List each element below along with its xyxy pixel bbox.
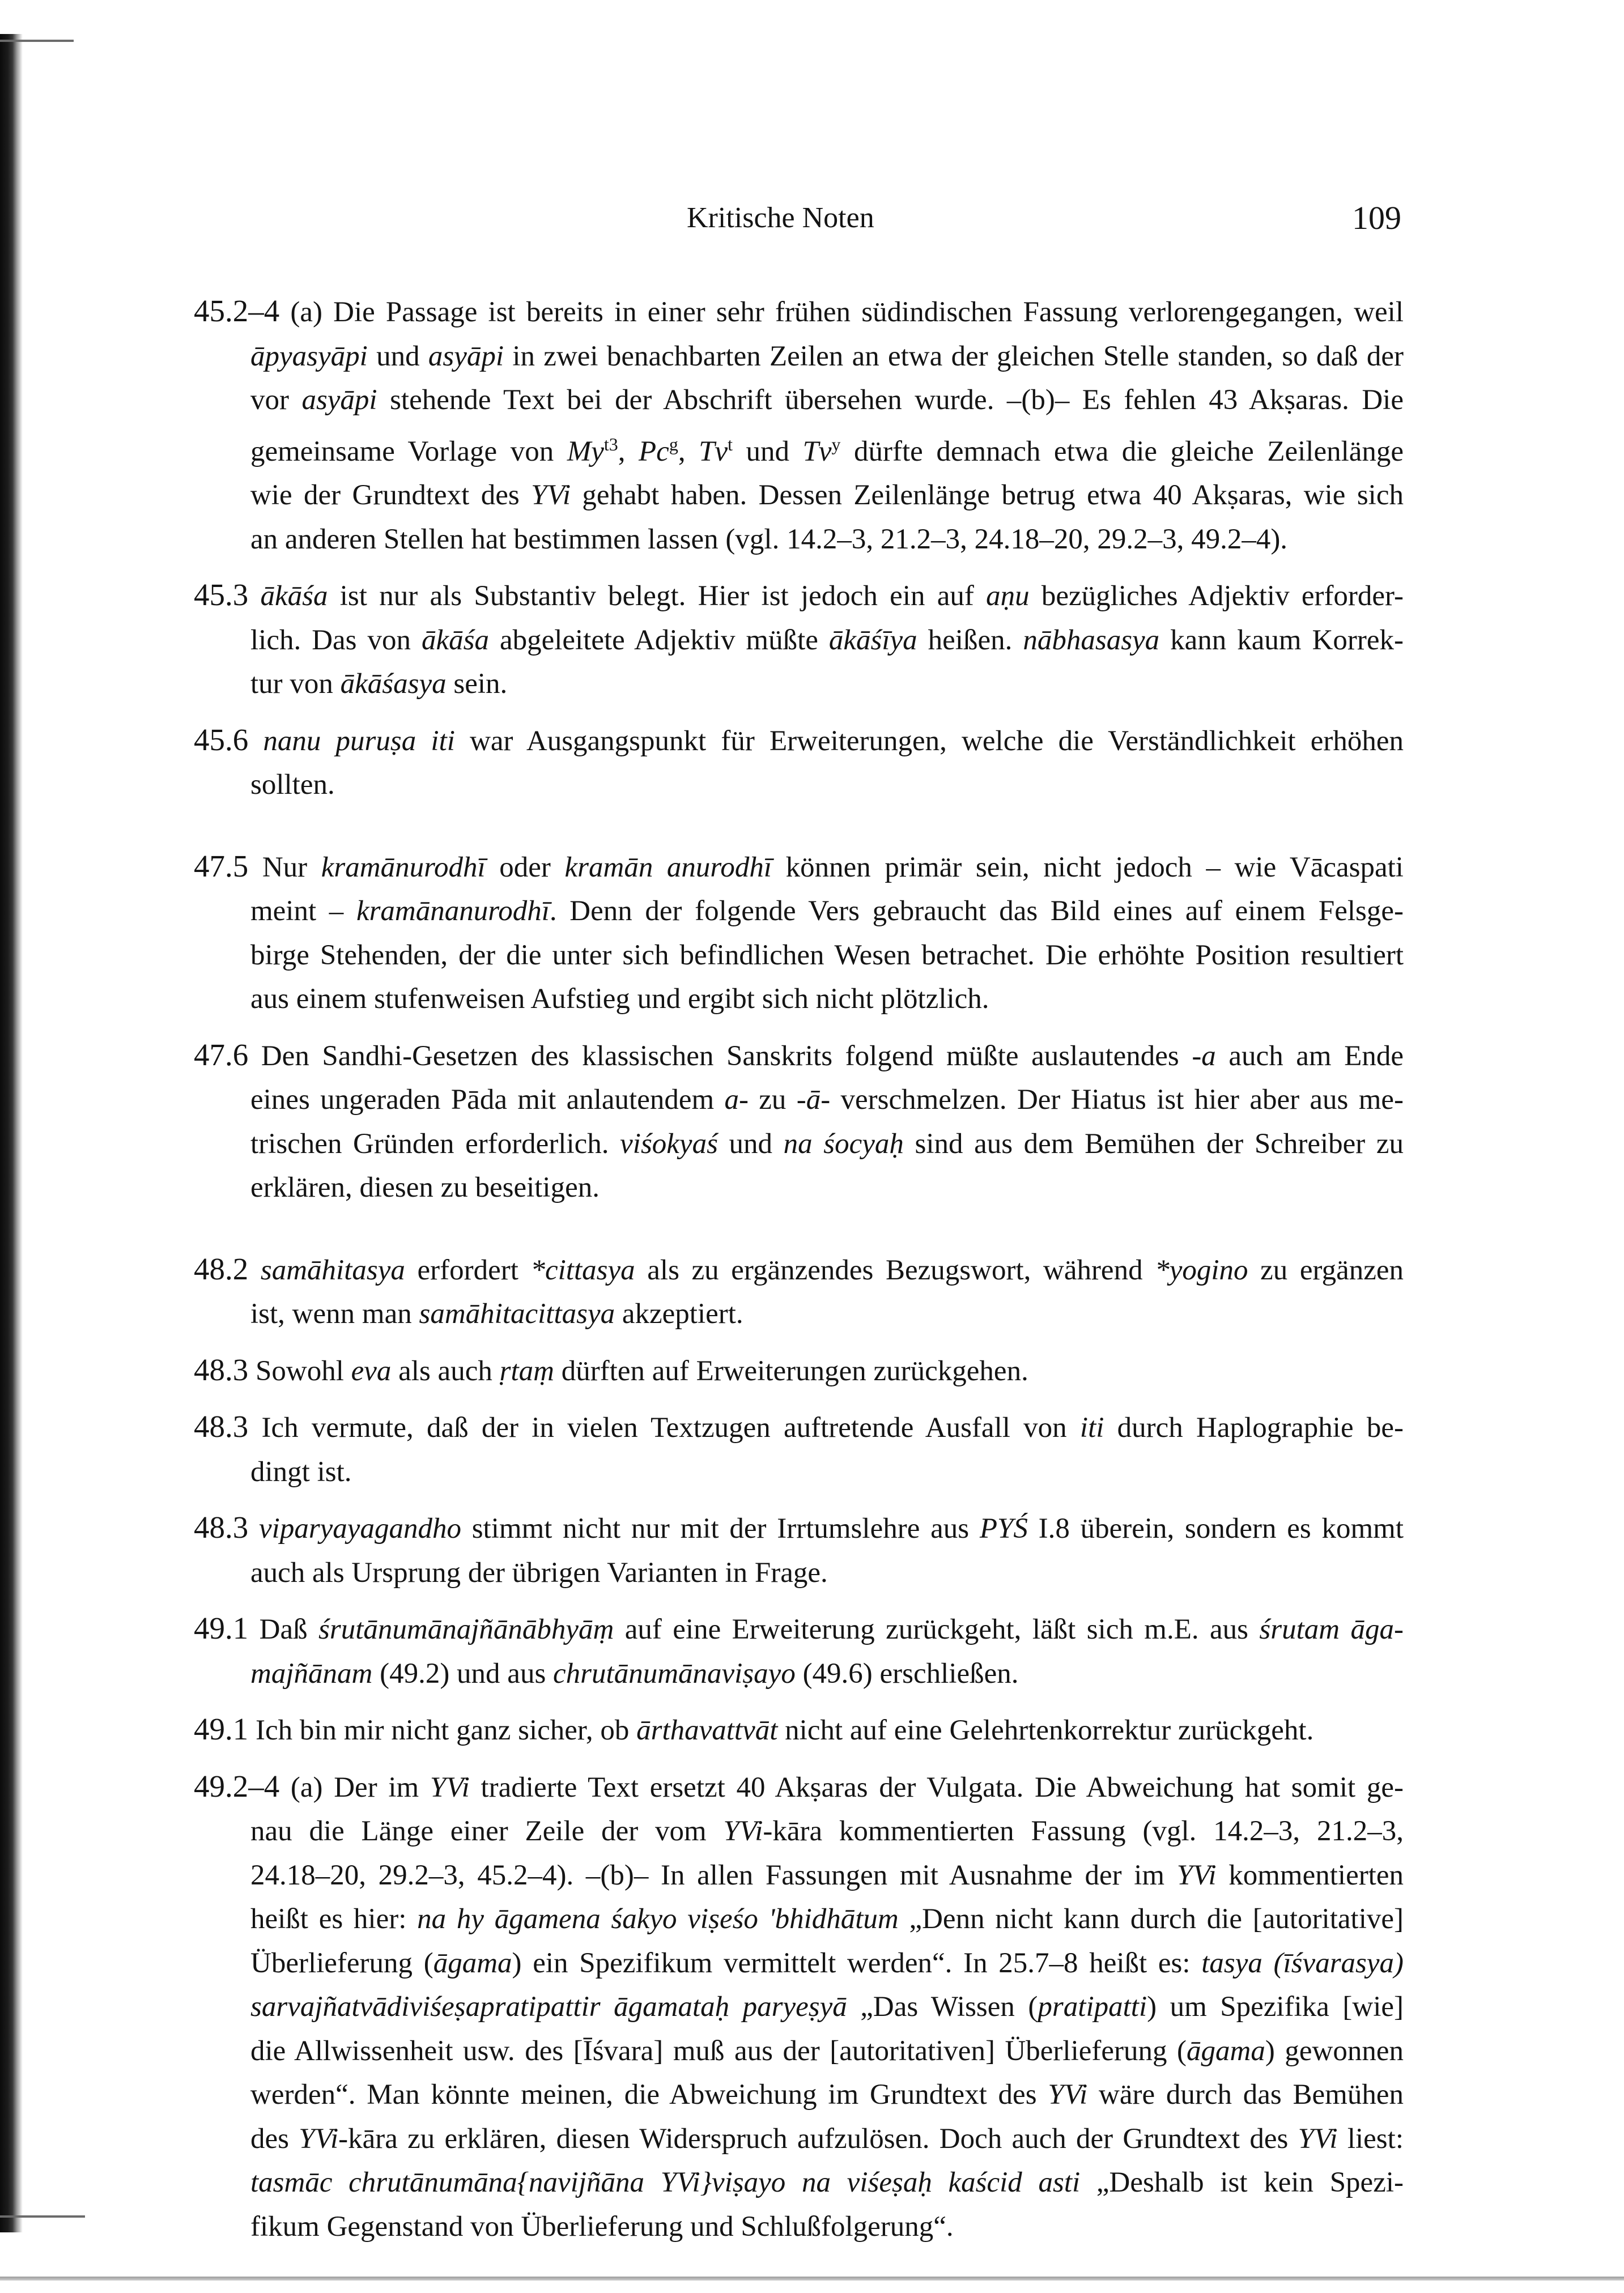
- sanskrit-term: samāhitasya: [260, 1254, 405, 1286]
- note-line: [194, 1898, 1404, 1942]
- note-text: eines ungeraden Pāda mit anlautendem: [250, 1084, 725, 1116]
- note-line: [194, 1247, 1404, 1293]
- note-text: (a) Der im: [279, 1771, 430, 1803]
- note-text: Daß: [248, 1614, 319, 1645]
- note-text: meint –: [250, 895, 356, 927]
- note-text: werden“. Man könnte meinen, die Abweichung im Grundtext des: [250, 2079, 1048, 2111]
- note-line: [194, 1078, 1404, 1122]
- critical-notes: [194, 289, 1404, 2260]
- note-text: . Denn der folgende Vers gebraucht das Bild eines auf einem Felsge-: [549, 895, 1404, 927]
- note-reference: 47.6: [194, 1037, 249, 1072]
- note-text: gehabt haben. Dessen Zeilenlänge betrug etwa 40 Akṣaras, wie sich: [571, 479, 1404, 511]
- sanskrit-term: YVi: [723, 1815, 763, 1847]
- note-item: [194, 1505, 1404, 1595]
- note-line: [194, 1764, 1404, 1810]
- note-text: aus einem stufenweisen Aufstieg und ergibt sich nicht plötzlich.: [250, 983, 989, 1015]
- note-item: [194, 844, 1404, 1022]
- note-text: [248, 725, 263, 757]
- note-line: [194, 2030, 1404, 2074]
- note-text: auch als Ursprung der übrigen Varianten in Frage.: [250, 1556, 828, 1589]
- sanskrit-term: viśokyaś: [620, 1128, 718, 1160]
- note-item: [194, 1606, 1404, 1696]
- note-text: Sowohl: [248, 1355, 351, 1387]
- note-text: (a) Die Passage ist bereits in einer sehr frühen südindischen Fassung verlorengegangen, weil: [279, 296, 1404, 328]
- note-item: [194, 573, 1404, 707]
- sanskrit-term: Tv: [699, 435, 728, 467]
- note-text: Ich bin mir nicht ganz sicher, ob: [248, 1715, 637, 1746]
- sanskrit-term: ākāśa: [260, 580, 328, 612]
- note-reference: 49.1: [194, 1611, 249, 1645]
- note-item: [194, 1707, 1404, 1753]
- note-text: erfordert: [405, 1254, 531, 1286]
- note-text: -kāra zu erklären, diesen Widerspruch aufzulösen. Doch auch der Grundtext des: [338, 2122, 1298, 2155]
- note-text: t3: [603, 433, 618, 454]
- note-text: nau die Länge einer Zeile der vom: [250, 1815, 724, 1847]
- sanskrit-term: YVi: [1176, 1859, 1217, 1891]
- sanskrit-term: asyāpi: [428, 340, 504, 372]
- note-text: [248, 1513, 259, 1545]
- binding-shadow: [0, 34, 23, 2232]
- sanskrit-term: tasya (īśvarasya): [1201, 1947, 1404, 1979]
- note-text: abgeleitete Adjektiv müßte: [488, 624, 829, 656]
- note-text: [248, 580, 260, 612]
- note-reference: 49.1: [194, 1712, 249, 1746]
- note-reference: 47.5: [194, 848, 249, 883]
- note-text: erklären, diesen zu beseitigen.: [250, 1172, 600, 1203]
- note-reference: 49.2–4: [194, 1768, 280, 1803]
- note-text: wäre durch das Bemühen: [1087, 2079, 1404, 2111]
- sanskrit-term: āgama: [433, 1947, 512, 1979]
- note-item: [194, 718, 1404, 807]
- note-text: lich. Das von: [250, 624, 422, 656]
- note-line: [194, 662, 1404, 707]
- note-item: [194, 1405, 1404, 1494]
- note-text: und: [717, 1128, 784, 1160]
- note-text: dürfte demnach etwa die gleiche Zeilenlänge: [840, 435, 1404, 467]
- sanskrit-term: Tv: [802, 435, 832, 467]
- note-text: auf eine Erweiterung zurückgeht, läßt sich m.E. aus: [614, 1614, 1260, 1645]
- page-number: 109: [1352, 199, 1401, 236]
- note-item: [194, 1247, 1404, 1337]
- note-text: zu ergänzen: [1248, 1254, 1404, 1286]
- sanskrit-term: PYŚ: [979, 1513, 1028, 1545]
- note-line: [194, 1985, 1404, 2030]
- sanskrit-term: chrutānumānaviṣayo: [553, 1657, 796, 1690]
- note-line: [194, 474, 1404, 518]
- note-text: die Allwissenheit usw. des [Īśvara] muß aus der [autoritativen] Überlieferung (: [250, 2035, 1187, 2067]
- sanskrit-term: śrutam āga-: [1259, 1614, 1404, 1645]
- note-text: als auch: [391, 1355, 500, 1387]
- sanskrit-term: aṇu: [986, 580, 1030, 612]
- sanskrit-term: samāhitacittasya: [419, 1298, 615, 1330]
- sanskrit-term: nanu puruṣa iti: [263, 725, 455, 757]
- binding-edge-top: [0, 40, 74, 42]
- note-line: [194, 1810, 1404, 1854]
- note-text: akzeptiert.: [615, 1298, 743, 1330]
- note-text: sollten.: [250, 769, 335, 801]
- note-line: [194, 844, 1404, 890]
- note-line: [194, 1348, 1404, 1394]
- note-text: dingt ist.: [250, 1456, 352, 1488]
- note-line: [194, 1652, 1404, 1696]
- note-item: [194, 1033, 1404, 1210]
- note-line: [194, 1505, 1404, 1551]
- note-text: sein.: [446, 668, 508, 700]
- note-text: „Deshalb ist kein Spezi-: [1080, 2167, 1404, 2198]
- note-text: ,: [618, 435, 639, 467]
- sanskrit-term: YVi: [1048, 2079, 1088, 2111]
- note-line: [194, 763, 1404, 807]
- sanskrit-term: ākāśasya: [340, 668, 447, 700]
- note-line: [194, 423, 1404, 474]
- running-title: Kritische Noten: [687, 202, 874, 234]
- note-text: (49.6) erschließen.: [795, 1657, 1019, 1690]
- page-bottom-edge: [0, 2277, 1624, 2281]
- sanskrit-term: nābhasasya: [1023, 624, 1160, 656]
- note-text: war Ausgangspunkt für Erweiterungen, welche die Verständlichkeit erhöhen: [454, 725, 1404, 757]
- note-reference: 45.2–4: [194, 293, 280, 328]
- sanskrit-term: a-: [724, 1084, 749, 1116]
- sanskrit-term: na śocyaḥ: [783, 1128, 904, 1160]
- sanskrit-term: iti: [1079, 1412, 1104, 1444]
- note-text: ) gewonnen: [1265, 2035, 1404, 2067]
- note-text: bezügliches Adjektiv erforder-: [1029, 580, 1404, 612]
- note-item: [194, 1348, 1404, 1394]
- note-text: [248, 1254, 261, 1286]
- note-text: können primär sein, nicht jedoch – wie Vācaspati: [772, 851, 1404, 883]
- sanskrit-term: kramānurodhī: [321, 851, 486, 883]
- note-text: Den Sandhi-Gesetzen des klassischen Sanskrits folgend müßte auslautendes: [248, 1040, 1192, 1072]
- note-reference: 48.3: [194, 1352, 249, 1387]
- sanskrit-term: ārthavattvāt: [636, 1715, 778, 1746]
- sanskrit-term: ṛtaṃ: [499, 1355, 554, 1387]
- note-line: [194, 1122, 1404, 1167]
- note-text: nicht auf eine Gelehrtenkorrektur zurückgeht.: [777, 1715, 1314, 1746]
- note-text: als zu ergänzendes Bezugswort, während: [635, 1254, 1155, 1286]
- note-text: stimmt nicht nur mit der Irrtumslehre aus: [461, 1513, 980, 1545]
- sanskrit-term: -ā-: [796, 1084, 831, 1116]
- sanskrit-term: -a: [1192, 1040, 1216, 1072]
- sanskrit-term: *cittasya: [530, 1254, 635, 1286]
- page-header: [0, 195, 1624, 241]
- sanskrit-term: My: [567, 435, 604, 467]
- sanskrit-term: Pc: [639, 435, 669, 467]
- note-line: [194, 2073, 1404, 2117]
- note-line: [194, 1606, 1404, 1652]
- note-text: (49.2) und aus: [372, 1657, 554, 1690]
- note-line: [194, 2161, 1404, 2205]
- sanskrit-term: YVi: [1298, 2122, 1338, 2155]
- note-text: t: [728, 433, 733, 454]
- note-text: Nur: [248, 851, 321, 883]
- note-text: und: [732, 435, 803, 467]
- note-text: I.8 überein, sondern es kommt: [1027, 1513, 1404, 1545]
- note-line: [194, 378, 1404, 423]
- sanskrit-term: āgama: [1187, 2035, 1265, 2067]
- note-text: y: [831, 433, 841, 454]
- sanskrit-term: kramān anurodhī: [564, 851, 772, 883]
- sanskrit-term: *yogino: [1155, 1254, 1248, 1286]
- sanskrit-term: YVi: [299, 2122, 339, 2155]
- note-text: heißen.: [917, 624, 1023, 656]
- note-text: dürften auf Erweiterungen zurückgehen.: [554, 1355, 1028, 1387]
- sanskrit-term: śrutānumānajñānābhyāṃ: [318, 1614, 614, 1645]
- note-text: -kāra kommentierten Fassung (vgl. 14.2–3, 21.2–3,: [763, 1815, 1404, 1847]
- note-text: g: [669, 433, 678, 454]
- note-line: [194, 2205, 1404, 2249]
- note-text: ,: [678, 435, 699, 467]
- note-text: vor: [250, 384, 302, 416]
- note-text: verschmelzen. Der Hiatus ist hier aber aus me-: [830, 1084, 1404, 1116]
- note-line: [194, 718, 1404, 764]
- note-text: und: [367, 340, 428, 372]
- sanskrit-term: na hy āgamena śakyo viṣeśo 'bhidhātum: [417, 1903, 899, 1935]
- note-text: sind aus dem Bemühen der Schreiber zu: [903, 1128, 1404, 1160]
- note-text: wie der Grundtext des: [250, 479, 532, 511]
- note-text: liest:: [1337, 2122, 1404, 2155]
- sanskrit-term: ākāśīya: [828, 624, 917, 656]
- sanskrit-term: sarvajñatvādiviśeṣapratipattir āgamataḥ paryeṣyā: [250, 1991, 847, 2023]
- note-text: tradierte Text ersetzt 40 Akṣaras der Vulgata. Die Abweichung hat somit ge-: [469, 1771, 1404, 1803]
- note-line: [194, 977, 1404, 1022]
- note-line: [194, 1166, 1404, 1210]
- note-line: [194, 1405, 1404, 1450]
- note-text: ist, wenn man: [250, 1298, 419, 1330]
- note-line: [194, 335, 1404, 379]
- note-line: [194, 1292, 1404, 1337]
- note-text: zu: [748, 1084, 797, 1116]
- sanskrit-term: kramānanurodhī: [356, 895, 550, 927]
- note-reference: 48.2: [194, 1251, 249, 1286]
- note-text: trischen Gründen erforderlich.: [250, 1128, 620, 1160]
- note-text: heißt es hier:: [250, 1903, 418, 1935]
- note-text: fikum Gegenstand von Überlieferung und Schlußfolgerung“.: [250, 2210, 954, 2243]
- note-line: [194, 1707, 1404, 1753]
- sanskrit-term: majñānam: [250, 1657, 373, 1690]
- note-reference: 48.3: [194, 1409, 249, 1444]
- sanskrit-term: āpyasyāpi: [250, 340, 368, 372]
- note-line: [194, 934, 1404, 978]
- sanskrit-term: pratipatti: [1038, 1991, 1147, 2023]
- note-text: in zwei benachbarten Zeilen an etwa der gleichen Stelle standen, so daß der: [504, 340, 1404, 372]
- note-text: kann kaum Korrek-: [1159, 624, 1404, 656]
- note-text: Überlieferung (: [250, 1947, 433, 1979]
- note-text: stehende Text bei der Abschrift übersehen wurde. –(b)– Es fehlen 43 Akṣaras. Die: [377, 384, 1404, 416]
- note-line: [194, 1450, 1404, 1495]
- note-item: [194, 1764, 1404, 2249]
- note-line: [194, 2117, 1404, 2162]
- note-text: auch am Ende: [1215, 1040, 1404, 1072]
- note-line: [194, 518, 1404, 562]
- binding-edge-bottom: [0, 2215, 85, 2218]
- note-line: [194, 619, 1404, 663]
- note-text: ) ein Spezifikum vermittelt werden“. In 25.7–8 heißt es:: [512, 1947, 1202, 1979]
- note-text: 24.18–20, 29.2–3, 45.2–4). –(b)– In allen Fassungen mit Ausnahme der im: [250, 1859, 1177, 1891]
- note-text: ) um Spezifika [wie]: [1147, 1991, 1404, 2023]
- note-text: an anderen Stellen hat bestimmen lassen (vgl. 14.2–3, 21.2–3, 24.18–20, 29.2–3, 49.2–4).: [250, 523, 1288, 555]
- note-text: „Denn nicht kann durch die [autoritative]: [898, 1903, 1404, 1935]
- sanskrit-term: YVi: [531, 479, 571, 511]
- note-text: tur von: [250, 668, 341, 700]
- sanskrit-term: ākāśa: [421, 624, 489, 656]
- note-text: durch Haplographie be-: [1104, 1412, 1404, 1444]
- note-text: kommentierten: [1216, 1859, 1404, 1891]
- note-line: [194, 890, 1404, 934]
- note-reference: 45.3: [194, 577, 249, 612]
- sanskrit-term: YVi: [430, 1771, 470, 1803]
- note-text: birge Stehenden, der die unter sich befindlichen Wesen betrachet. Die erhöhte Position resultiert: [250, 939, 1404, 971]
- note-reference: 45.6: [194, 722, 249, 757]
- note-text: des: [250, 2122, 299, 2155]
- note-line: [194, 1033, 1404, 1079]
- note-text: „Das Wissen (: [847, 1991, 1038, 2023]
- note-text: oder: [485, 851, 565, 883]
- note-line: [194, 573, 1404, 619]
- sanskrit-term: asyāpi: [301, 384, 377, 416]
- sanskrit-term: tasmāc chrutānumāna{navijñāna YVi}viṣayo na viśeṣaḥ kaścid asti: [250, 2167, 1081, 2198]
- note-reference: 48.3: [194, 1510, 249, 1545]
- note-item: [194, 289, 1404, 561]
- note-text: gemeinsame Vorlage von: [250, 435, 567, 467]
- note-text: ist nur als Substantiv belegt. Hier ist jedoch ein auf: [328, 580, 987, 612]
- sanskrit-term: eva: [351, 1355, 392, 1387]
- sanskrit-term: viparyayagandho: [259, 1513, 461, 1545]
- note-line: [194, 1854, 1404, 1898]
- note-line: [194, 1942, 1404, 1986]
- note-line: [194, 289, 1404, 335]
- note-text: Ich vermute, daß der in vielen Textzugen auftretende Ausfall von: [248, 1412, 1080, 1444]
- note-line: [194, 1551, 1404, 1596]
